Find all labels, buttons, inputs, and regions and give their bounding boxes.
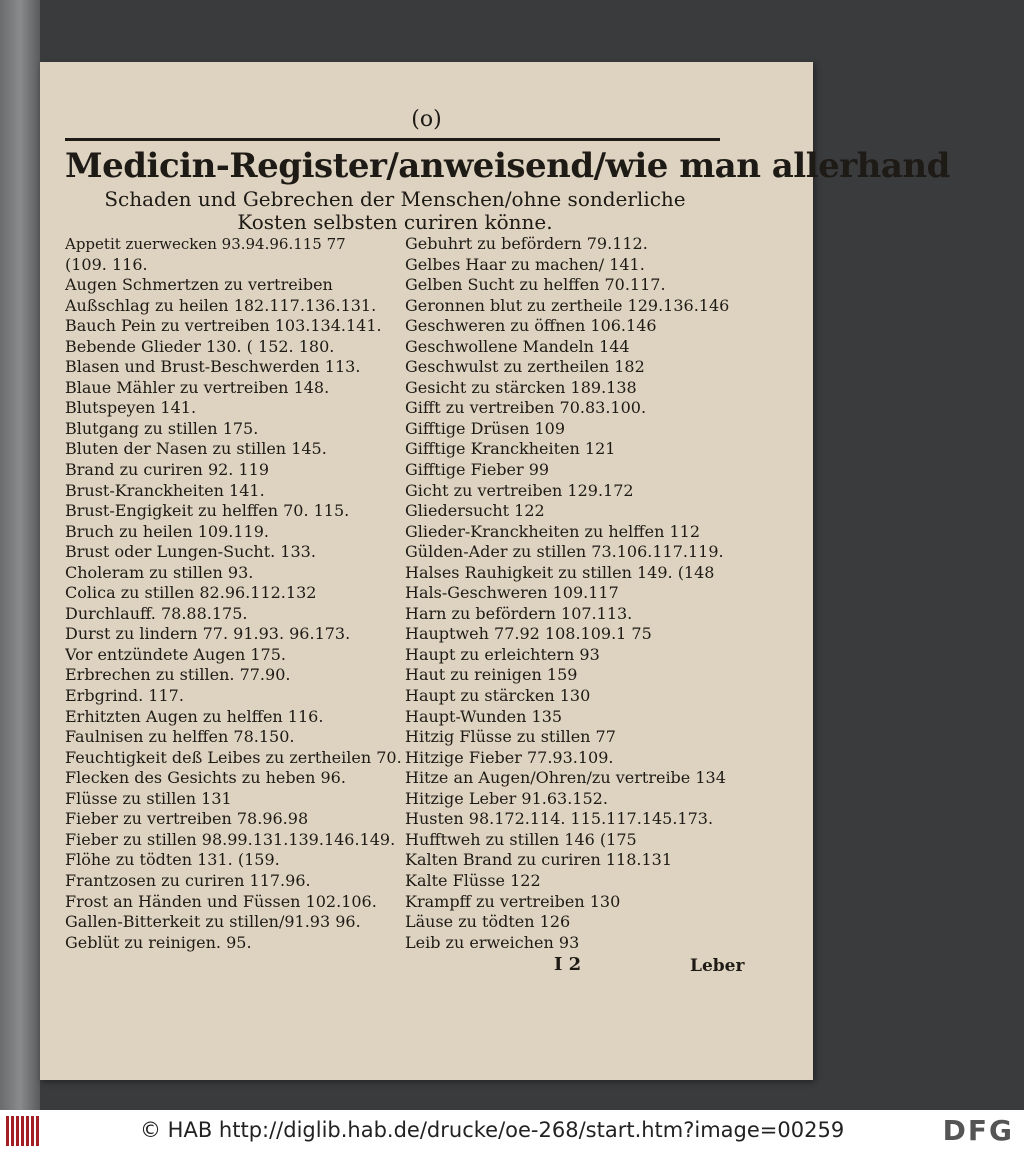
register-entry: Blutgang zu stillen 175. — [65, 418, 259, 438]
register-entry: Feuchtigkeit deß Leibes zu zertheilen 70. — [65, 747, 402, 767]
dfg-logo: DFG — [942, 1114, 1014, 1147]
register-entry: Blasen und Brust-Beschwerden 113. — [65, 357, 361, 377]
register-entry: Außschlag zu heilen 182.117.136.131. — [65, 295, 377, 315]
register-entry: Geblüt zu reinigen. 95. — [65, 932, 252, 952]
register-entry: Gifftige Kranckheiten 121 — [405, 439, 616, 459]
register-entry: Flüsse zu stillen 131 — [65, 788, 232, 808]
register-entry: Durchlauff. 78.88.175. — [65, 603, 248, 623]
register-entry: Bruch zu heilen 109.119. — [65, 521, 269, 541]
register-entry: Blutspeyen 141. — [65, 398, 197, 418]
register-entry: Haut zu reinigen 159 — [405, 665, 578, 685]
register-entry: Hitzig Flüsse zu stillen 77 — [405, 727, 616, 747]
register-entry: Hitze an Augen/Ohren/zu vertreibe 134 — [405, 768, 726, 788]
register-entry: Brand zu curiren 92. 119 — [65, 460, 270, 480]
register-entry: Hufftweh zu stillen 146 (175 — [405, 829, 637, 849]
register-subtitle-line1: Schaden und Gebrechen der Menschen/ohne sonderliche — [104, 187, 686, 211]
register-entry: Erbrechen zu stillen. 77.90. — [65, 665, 291, 685]
footer-copyright-url: © HAB http://diglib.hab.de/drucke/oe-268/start.htm?image=00259 — [140, 1118, 845, 1142]
header-rule — [65, 138, 720, 141]
register-entry: Gallen-Bitterkeit zu stillen/91.93 96. — [65, 912, 361, 932]
left-column-entries — [65, 234, 410, 953]
register-entry: Faulnisen zu helffen 78.150. — [65, 727, 295, 747]
register-entry: Erbgrind. 117. — [65, 686, 184, 706]
register-entry: Brust-Kranckheiten 141. — [65, 480, 265, 500]
register-entry: Appetit zuerwecken 93.94.96.115 77 — [65, 235, 346, 253]
register-entry: Fieber zu stillen 98.99.131.139.146.149. — [65, 829, 396, 849]
catchword: Leber — [690, 956, 745, 976]
register-entry: Gelben Sucht zu helffen 70.117. — [405, 275, 666, 295]
register-entry: Bauch Pein zu vertreiben 103.134.141. — [65, 316, 382, 336]
register-entry: Kalte Flüsse 122 — [405, 870, 541, 890]
register-entry: Geronnen blut zu zertheile 129.136.146 — [405, 295, 730, 315]
register-entry: Gliedersucht 122 — [405, 501, 545, 521]
register-entry: Brust-Engigkeit zu helffen 70. 115. — [65, 501, 350, 521]
register-entry: Gicht zu vertreiben 129.172 — [405, 480, 634, 500]
register-entry: Hals-Geschweren 109.117 — [405, 583, 619, 603]
register-entry: Gifftige Drüsen 109 — [405, 418, 565, 438]
register-entry: Halses Rauhigkeit zu stillen 149. (148 — [405, 562, 715, 582]
register-entry: Fieber zu vertreiben 78.96.98 — [65, 809, 309, 829]
register-entry: Geschwulst zu zertheilen 182 — [405, 357, 645, 377]
register-entry: Flecken des Gesichts zu heben 96. — [65, 768, 346, 788]
hab-logo-icon — [6, 1116, 44, 1146]
register-entry: Glieder-Kranckheiten zu helffen 112 — [405, 521, 701, 541]
register-entry: Flöhe zu tödten 131. (159. — [65, 850, 280, 870]
register-entry: Blaue Mähler zu vertreiben 148. — [65, 377, 330, 397]
book-spine-edge — [0, 0, 40, 1110]
register-entry: Krampff zu vertreiben 130 — [405, 891, 621, 911]
register-entry: Läuse zu tödten 126 — [405, 912, 571, 932]
register-entry: Bebende Glieder 130. ( 152. 180. — [65, 336, 335, 356]
register-entry: Husten 98.172.114. 115.117.145.173. — [405, 809, 714, 829]
register-entry: Gelbes Haar zu machen/ 141. — [405, 254, 645, 274]
register-entry: (109. 116. — [65, 254, 148, 274]
register-entry: Geschweren zu öffnen 106.146 — [405, 316, 657, 336]
footer-bar — [0, 1110, 1024, 1152]
register-entry: Kalten Brand zu curiren 118.131 — [405, 850, 672, 870]
register-entry: Hitzige Fieber 77.93.109. — [405, 747, 614, 767]
register-entry: Haupt-Wunden 135 — [405, 706, 563, 726]
register-entry: Gebuhrt zu befördern 79.112. — [405, 234, 648, 253]
register-entry: Choleram zu stillen 93. — [65, 562, 254, 582]
register-entry: Brust oder Lungen-Sucht. 133. — [65, 542, 316, 562]
register-entry: Gifft zu vertreiben 70.83.100. — [405, 398, 647, 418]
page-number: (o) — [411, 107, 442, 132]
register-subtitle-line2: Kosten selbsten curiren könne. — [237, 210, 553, 234]
register-entry: Colica zu stillen 82.96.112.132 — [65, 583, 317, 603]
register-entry: Haupt zu erleichtern 93 — [405, 644, 600, 664]
register-entry: Gifftige Fieber 99 — [405, 460, 550, 480]
register-entry: Augen Schmertzen zu vertreiben — [65, 275, 333, 295]
register-entry: Haupt zu stärcken 130 — [405, 686, 591, 706]
register-title: Medicin-Register/anweisend/wie man allerhand — [65, 146, 950, 186]
register-entry: Gülden-Ader zu stillen 73.106.117.119. — [405, 542, 724, 562]
register-entry: Vor entzündete Augen 175. — [65, 644, 286, 664]
register-entry: Hitzige Leber 91.63.152. — [405, 788, 608, 808]
register-entry: Bluten der Nasen zu stillen 145. — [65, 439, 327, 459]
register-entry: Frantzosen zu curiren 117.96. — [65, 870, 311, 890]
register-entry: Leib zu erweichen 93 — [405, 932, 580, 952]
register-entry: Gesicht zu stärcken 189.138 — [405, 377, 637, 397]
register-entry: Geschwollene Mandeln 144 — [405, 336, 630, 356]
register-entry: Harn zu befördern 107.113. — [405, 603, 633, 623]
register-entry: Durst zu lindern 77. 91.93. 96.173. — [65, 624, 351, 644]
right-column-entries — [405, 234, 750, 953]
register-entry: Erhitzten Augen zu helffen 116. — [65, 706, 324, 726]
signature-mark: I 2 — [554, 954, 582, 975]
register-entry: Hauptweh 77.92 108.109.1 75 — [405, 624, 652, 644]
register-entry: Frost an Händen und Füssen 102.106. — [65, 891, 377, 911]
scanned-page — [40, 62, 950, 1080]
